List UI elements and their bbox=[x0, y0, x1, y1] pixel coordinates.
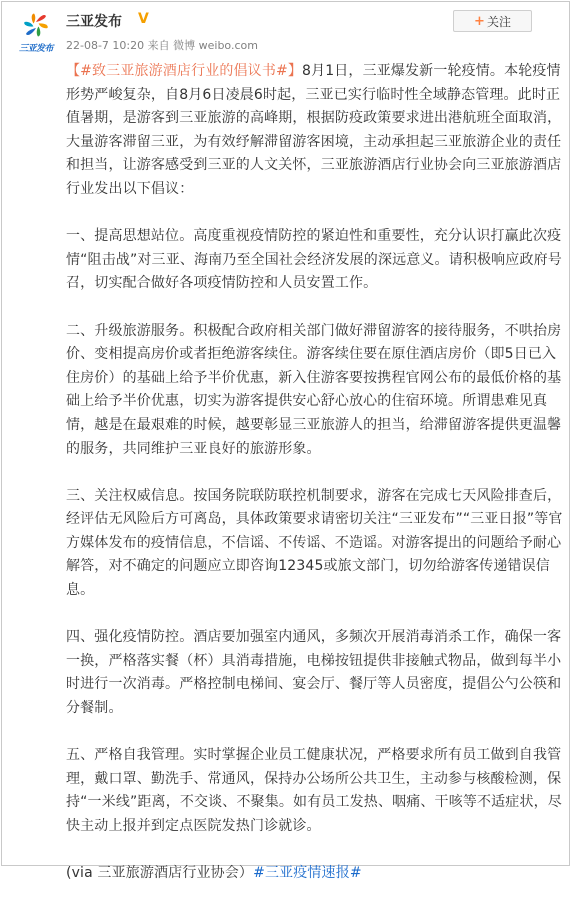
post-paragraph-intro bbox=[66, 60, 566, 202]
hashtag-link[interactable]: #三亚疫情速报# bbox=[253, 865, 362, 882]
post-paragraph-5: 五、严格自我管理。实时掌握企业员工健康状况，严格要求所有员工做到自我管理，戴口罩、勤洗手、常通风，保持办公场所公共卫生，主动参与核酸检测，保持“一米线”距离，不交谈、不聚集。如有员工发热、咽痛、干咳等不适症状，尽快主动上报并到定点医院发热门诊就诊。 bbox=[66, 747, 562, 834]
post-meta: 22-08-7 10:20 来自 微博 weibo.com bbox=[66, 39, 258, 52]
intro-text: 8月1日，三亚爆发新一轮疫情。本轮疫情形势严峻复杂，自8月6日凌晨6时起，三亚已实行临时性全域静态管理。此时正值暑期，是游客到三亚旅游的高峰期，根据防疫政策要求进出港航班全面取消，大量游客滞留三亚，为有效纾解滞留游客困境，主动承担起三亚旅游企业的责任和担当，让游客感受到三亚的人文关怀，三亚旅游酒店行业协会向三亚旅游酒店行业发出以下倡议： bbox=[66, 63, 562, 197]
topic-link[interactable]: 【#致三亚旅游酒店行业的倡议书#】 bbox=[66, 63, 303, 79]
post-paragraph-4: 四、强化疫情防控。酒店要加强室内通风，多频次开展消毒消杀工作，确保一客一换，严格落实餐（杯）具消毒措施，电梯按钮提供非接触式物品，做到每半小时进行一次消毒。严格控制电梯间、宴会厅、餐厅等人员密度，提倡公勺公筷和分餐制。 bbox=[66, 629, 562, 717]
plus-icon: + bbox=[474, 13, 485, 29]
sanya-fabu-logo-icon bbox=[12, 9, 60, 43]
post-paragraph-source bbox=[66, 862, 566, 886]
weibo-post-card bbox=[1, 1, 570, 882]
source-text: (via 三亚旅游酒店行业协会） bbox=[66, 865, 254, 882]
post-paragraph-1: 一、提高思想站位。高度重视疫情防控的紧迫性和重要性，充分认识打赢此次疫情“阻击战”对三亚、海南乃至全国社会经济发展的深远意义。请积极响应政府号召，切实配合做好各项疫情防控和人员安置工作。 bbox=[66, 228, 562, 292]
follow-label: 关注 bbox=[486, 14, 511, 29]
verified-v-icon: V bbox=[138, 11, 149, 27]
avatar[interactable] bbox=[12, 9, 60, 53]
post-header bbox=[2, 2, 569, 58]
post-paragraph-3: 三、关注权威信息。按国务院联防联控机制要求，游客在完成七天风险排查后，经评估无风险后方可离岛，具体政策要求请密切关注“三亚发布”“三亚日报”等官方媒体发布的疫情信息，不信谣、不传谣、不造谣。对游客提出的问题给予耐心解答，对不确定的问题应立即咨询12345或旅文部门，切勿给游客传递错误信息。 bbox=[66, 487, 563, 599]
post-content bbox=[66, 60, 566, 909]
user-name-link[interactable]: 三亚发布 bbox=[66, 14, 122, 30]
avatar-logo-text: 三亚发布 bbox=[18, 44, 53, 54]
follow-button[interactable] bbox=[453, 10, 532, 32]
post-paragraph-2: 二、升级旅游服务。积极配合政府相关部门做好滞留游客的接待服务，不哄抬房价、变相提高房价或者拒绝游客续住。游客续住要在原住酒店房价（即5日已入住房价）的基础上给予半价优惠，新入住游客要按携程官网公布的最低价格的基础上给予半价优惠，切实为游客提供安心舒心放心的住宿环境。所谓患难见真情，越是在最艰难的时候，越要彰显三亚旅游人的担当，给滞留游客提供更温馨的服务，共同维护三亚良好的旅游形象。 bbox=[66, 322, 562, 457]
